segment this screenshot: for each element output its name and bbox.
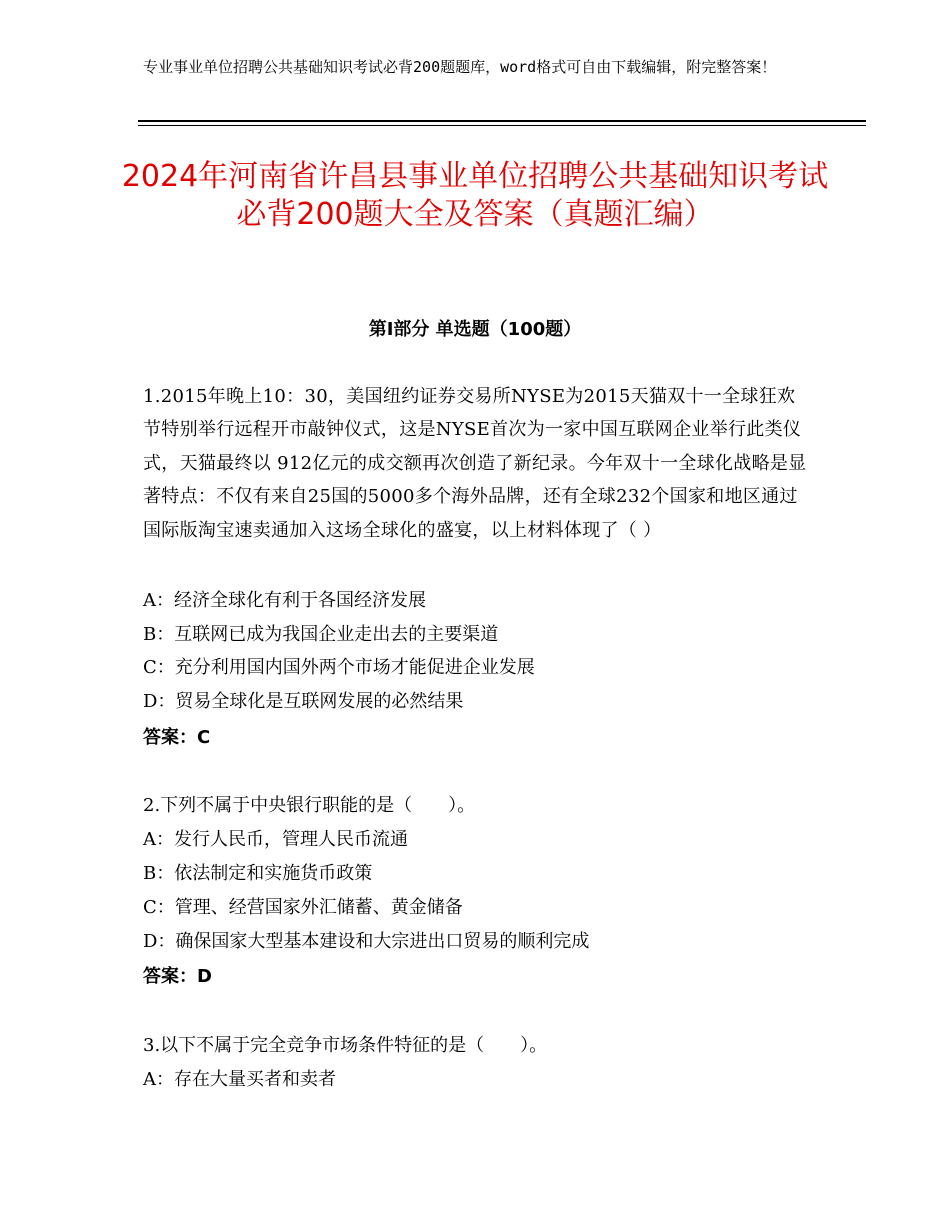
section-heading: 第Ⅰ部分 单选题（100题） bbox=[368, 319, 582, 340]
question-3-stem: 3.以下不属于完全竞争市场条件特征的是（ ）。 bbox=[143, 1035, 548, 1056]
question-2-answer: 答案：D bbox=[143, 966, 212, 987]
question-1-option-c: C：充分利用国内国外两个市场才能促进企业发展 bbox=[143, 657, 535, 678]
header-note: 专业事业单位招聘公共基础知识考试必背200题题库，word格式可自由下载编辑，附完整答案！ bbox=[143, 58, 777, 76]
question-2-option-b: B：依法制定和实施货币政策 bbox=[143, 863, 373, 884]
question-2-option-c: C：管理、经营国家外汇储蓄、黄金储备 bbox=[143, 897, 463, 918]
question-1-option-b: B：互联网已成为我国企业走出去的主要渠道 bbox=[143, 624, 499, 645]
question-2-option-d: D：确保国家大型基本建设和大宗进出口贸易的顺利完成 bbox=[143, 931, 590, 952]
question-2-stem: 2.下列不属于中央银行职能的是（ ）。 bbox=[143, 795, 476, 816]
question-1-stem: 1.2015年晚上10：30，美国纽约证券交易所NYSE为2015天猫双十一全球狂欢节特别举行远程开市敲钟仪式，这是NYSE首次为一家中国互联网企业举行此类仪式，天猫最终以 912亿元的成交额再次创造了新纪录。今年双十一全球化战略是显著特点：不仅有来自25国的5000多个海外品牌，还有全球232个国家和地区通过国际版淘宝速卖通加入这场全球化的盛宴，以上材料体现了（ ） bbox=[143, 386, 807, 541]
question-2-option-a: A：发行人民币，管理人民币流通 bbox=[143, 829, 408, 850]
question-1-option-a: A：经济全球化有利于各国经济发展 bbox=[143, 590, 426, 611]
header-rule-thick bbox=[138, 120, 866, 122]
question-1-option-d: D：贸易全球化是互联网发展的必然结果 bbox=[143, 691, 464, 712]
document-title: 2024年河南省许昌县事业单位招聘公共基础知识考试必背200题大全及答案（真题汇编） bbox=[121, 159, 829, 232]
question-3-option-a: A：存在大量买者和卖者 bbox=[143, 1069, 336, 1090]
question-1-answer: 答案：C bbox=[143, 727, 211, 748]
header-rule-thin bbox=[138, 125, 866, 126]
